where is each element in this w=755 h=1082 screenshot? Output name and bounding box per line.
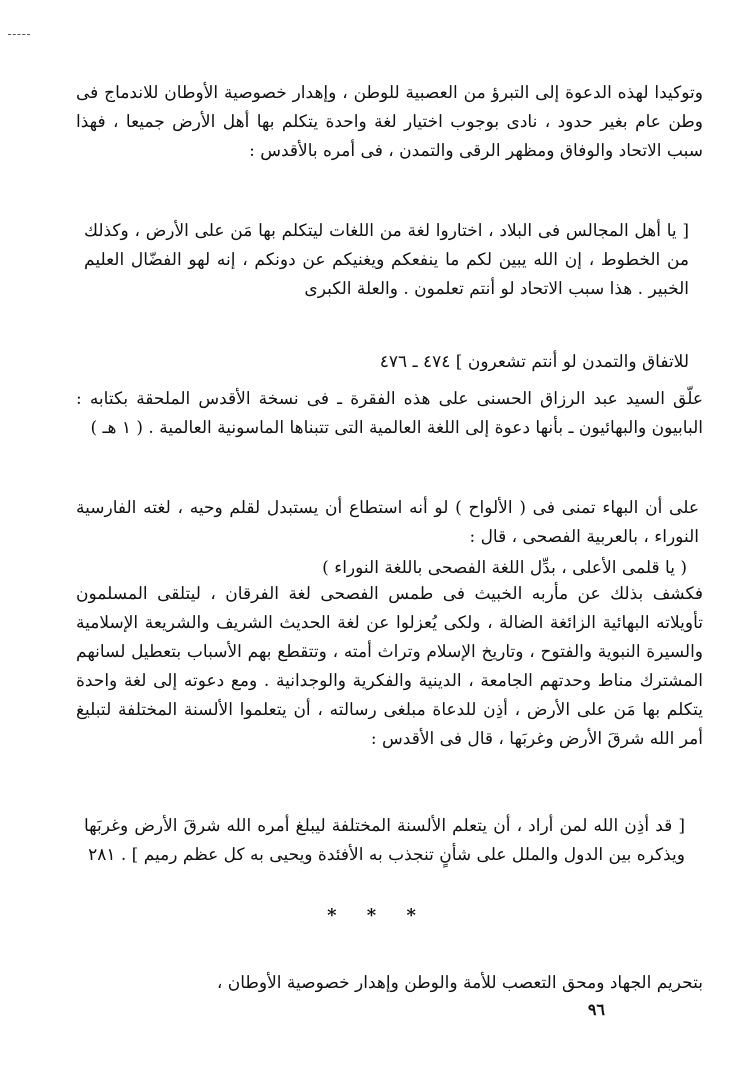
section-separator: * * * <box>327 905 428 926</box>
paragraph-1: وتوكيدا لهذه الدعوة إلى التبرؤ من العصبية للوطن ، وإهدار خصوصية الأوطان للاندماج فى وطن عام بغير حدود ، نادى بوجوب اختيار لغة واحدة يتكلم بها أهل الأرض جميعا ، فهذا سبب الاتحاد والوفاق ومظهر الرقى والتمدن ، فى أمره بالأقدس : <box>76 83 703 161</box>
paragraph-5: فكشف بذلك عن مأربه الخبيث فى طمس الفصحى لغة الفرقان ، ليتلقى المسلمون تأويلاته البهائية الزائغة الضالة ، ولكى يُعزلوا عن لغة الحديث الشريف والشريعة الإسلامية والسيرة النبوية والفتوح ، وتاريخ الإسلام وتراث أمته ، وتتقطع بهم الأسباب بتعطيل لسانهم المشترك مناط وحدتهم الجامعة ، الدينية والفكرية والوجدانية . ومع دعوته إلى لغة واحدة يتكلم بها مَن على الأرض ، أذِن للدعاة مبلغى رسالته ، أن يتعلموا الألسنة المختلفة لتبليغ أمر الله شرقَ الأرض وغربَها ، قال فى الأقدس : <box>76 584 703 749</box>
paragraph-2: علّق السيد عبد الرزاق الحسنى على هذه الفقرة ـ فى نسخة الأقدس الملحقة بكتابه : البابيون والبهائيون ـ بأنها دعوة إلى اللغة العالمية التى تتبناها الماسونية العالمية . ( ١ هـ ) <box>76 389 703 438</box>
footer-line: بتحريم الجهاد ومحق التعصب للأمة والوطن وإهدار خصوصية الأوطان ، <box>216 973 703 993</box>
paragraph-3: على أن البهاء تمنى فى ( الألواح ) لو أنه استطاع أن يستبدل لقلم وحيه ، لغته الفارسية النوراء ، بالعربية الفصحى ، قال : <box>76 498 699 547</box>
quote-1: [ يا أهل المجالس فى البلاد ، اختاروا لغة من اللغات ليتكلم بها مَن على الأرض ، وكذلك من الخطوط ، إن الله يبين لكم ما ينفعكم ويغنيكم عن دونكم ، إنه لهو الفضّال العليم الخبير . هذا سبب الاتحاد لو أنتم تعلمون . والعلة الكبرى <box>84 221 689 299</box>
paragraph-4-quote: ( يا قلمى الأعلى ، بدِّل اللغة الفصحى باللغة النوراء ) <box>322 558 687 578</box>
quote-2: [ قد أذِن الله لمن أراد ، أن يتعلم الألسنة المختلفة ليبلغ أمره الله شرقَ الأرض وغربَها ويذكره بين الدول والملل على شأنٍ تنجذب به الأفئدة ويحيى به كل عظم رميم ] . ٢٨١ <box>84 816 685 865</box>
scan-corner-mark <box>8 34 30 37</box>
quote-1-end: للاتفاق والتمدن لو أنتم تشعرون ] ٤٧٤ ـ ٤٧٦ <box>379 352 689 372</box>
page-number: ٩٦ <box>587 1000 605 1019</box>
